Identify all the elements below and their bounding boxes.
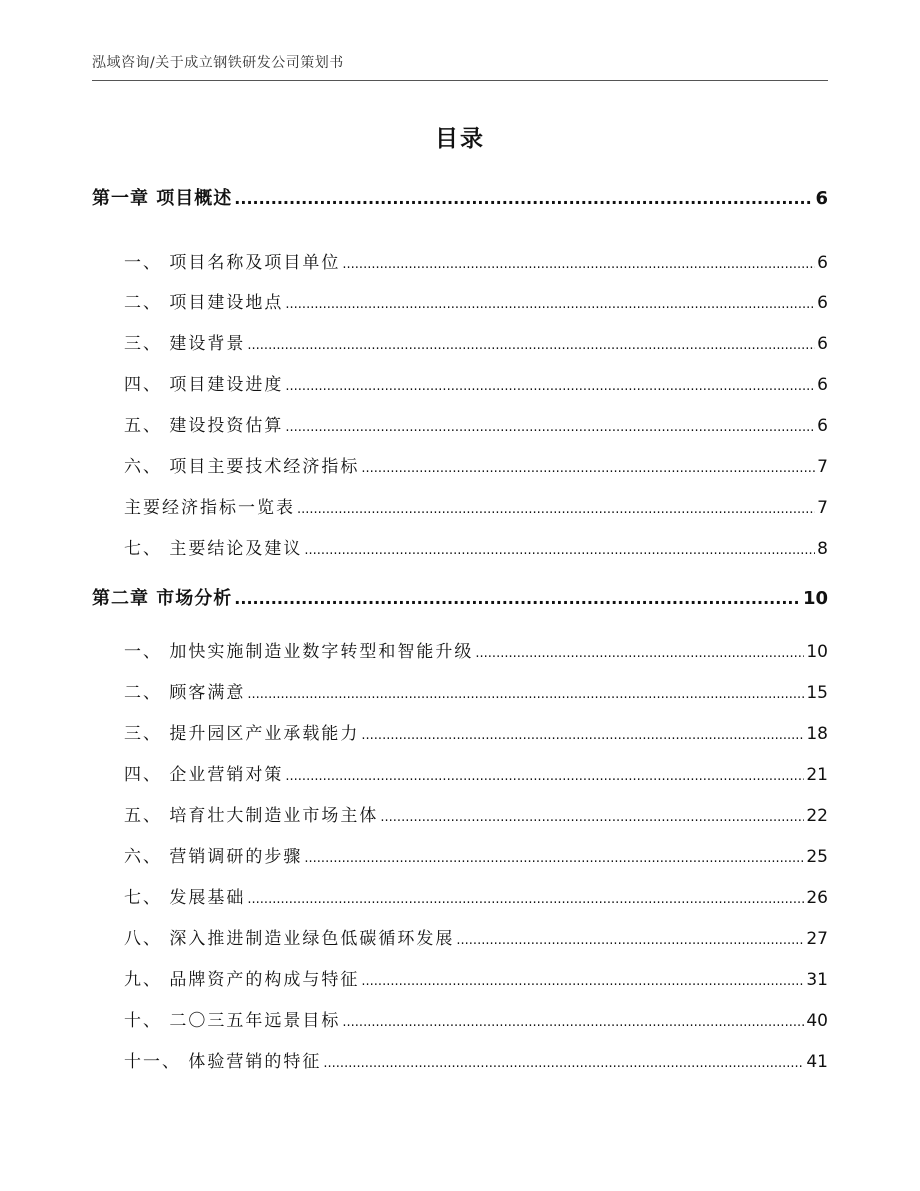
- leader-dots: [342, 1015, 804, 1030]
- toc-entry-label: 七、 主要结论及建议: [124, 539, 303, 559]
- toc-page-number: 25: [806, 847, 828, 867]
- toc-entry[interactable]: [92, 1047, 828, 1072]
- leader-dots: [304, 543, 815, 558]
- toc-page-number: 6: [817, 293, 828, 313]
- toc-entry[interactable]: [92, 719, 828, 744]
- toc-entry[interactable]: [92, 760, 828, 785]
- toc-page-number: 10: [806, 642, 828, 662]
- toc-entry[interactable]: [92, 801, 828, 826]
- toc-title: 目录: [435, 126, 485, 152]
- leader-dots: [247, 892, 804, 907]
- toc-page-number: 40: [806, 1011, 828, 1031]
- toc-entry-label: 三、 提升园区产业承载能力: [124, 724, 360, 744]
- toc-entry-label: 十、 二〇三五年远景目标: [124, 1011, 341, 1031]
- toc-entry[interactable]: [92, 965, 828, 990]
- toc-page-number: 6: [815, 188, 828, 209]
- leader-dots: [456, 933, 804, 948]
- leader-dots: [234, 189, 813, 208]
- toc-entry-label: 五、 培育壮大制造业市场主体: [124, 806, 379, 826]
- toc-entry-chapter-1[interactable]: [92, 184, 828, 210]
- toc-entry[interactable]: [92, 411, 828, 436]
- leader-dots: [475, 646, 804, 661]
- toc-entry-chapter-2[interactable]: [92, 584, 828, 610]
- toc-entry-label: 一、 加快实施制造业数字转型和智能升级: [124, 642, 474, 662]
- toc-entry-label: 四、 企业营销对策: [124, 765, 284, 785]
- toc-entry-label: 二、 顾客满意: [124, 683, 246, 703]
- leader-dots: [304, 851, 804, 866]
- toc-entry[interactable]: [92, 452, 828, 477]
- leader-dots: [247, 687, 804, 702]
- toc-page-number: 7: [817, 457, 828, 477]
- toc-entry[interactable]: [92, 493, 828, 518]
- toc-entry[interactable]: [92, 329, 828, 354]
- toc-page-number: 8: [817, 539, 828, 559]
- leader-dots: [361, 974, 804, 989]
- leader-dots: [297, 502, 815, 517]
- leader-dots: [342, 257, 815, 272]
- toc-page-number: 6: [817, 334, 828, 354]
- leader-dots: [285, 420, 815, 435]
- toc-page-number: 6: [817, 416, 828, 436]
- leader-dots: [247, 338, 815, 353]
- toc-entry[interactable]: [92, 1006, 828, 1031]
- toc-page-number: 26: [806, 888, 828, 908]
- toc-entry-label: 第二章 市场分析: [92, 588, 233, 609]
- toc-entry-label: 九、 品牌资产的构成与特征: [124, 970, 360, 990]
- leader-dots: [361, 461, 815, 476]
- toc-entry[interactable]: [92, 883, 828, 908]
- toc-entry-label: 七、 发展基础: [124, 888, 246, 908]
- leader-dots: [380, 810, 804, 825]
- toc-entry-label: 一、 项目名称及项目单位: [124, 253, 341, 273]
- toc-page-number: 15: [806, 683, 828, 703]
- leader-dots: [285, 297, 815, 312]
- toc-entry-label: 二、 项目建设地点: [124, 293, 284, 313]
- toc-entry-label: 三、 建设背景: [124, 334, 246, 354]
- toc-page-number: 31: [806, 970, 828, 990]
- toc-entry-label: 主要经济指标一览表: [124, 498, 295, 518]
- toc-entry-label: 六、 营销调研的步骤: [124, 847, 303, 867]
- toc-entry[interactable]: [92, 534, 828, 559]
- leader-dots: [234, 589, 801, 608]
- toc-page-number: 10: [802, 588, 828, 609]
- toc-page-number: 27: [806, 929, 828, 949]
- toc-entry[interactable]: [92, 678, 828, 703]
- toc-entry[interactable]: [92, 288, 828, 313]
- toc-entry[interactable]: [92, 248, 828, 273]
- leader-dots: [285, 379, 815, 394]
- toc-page-number: 22: [806, 806, 828, 826]
- leader-dots: [323, 1056, 804, 1071]
- toc-page-number: 21: [806, 765, 828, 785]
- toc-page-number: 18: [806, 724, 828, 744]
- running-header: 泓域咨询/关于成立钢铁研发公司策划书: [92, 52, 828, 81]
- toc-entry[interactable]: [92, 842, 828, 867]
- toc-entry-label: 六、 项目主要技术经济指标: [124, 457, 360, 477]
- toc-entry-label: 第一章 项目概述: [92, 188, 233, 209]
- toc-entry[interactable]: [92, 370, 828, 395]
- toc-page-number: 6: [817, 375, 828, 395]
- leader-dots: [285, 769, 804, 784]
- toc-entry-label: 四、 项目建设进度: [124, 375, 284, 395]
- toc-entry-label: 八、 深入推进制造业绿色低碳循环发展: [124, 929, 455, 949]
- toc-entry-label: 五、 建设投资估算: [124, 416, 284, 436]
- toc-entry-label: 十一、 体验营销的特征: [124, 1052, 322, 1072]
- toc-entry[interactable]: [92, 637, 828, 662]
- toc-page-number: 41: [806, 1052, 828, 1072]
- toc-page-number: 6: [817, 253, 828, 273]
- toc-page-number: 7: [817, 498, 828, 518]
- toc-entry[interactable]: [92, 924, 828, 949]
- leader-dots: [361, 728, 804, 743]
